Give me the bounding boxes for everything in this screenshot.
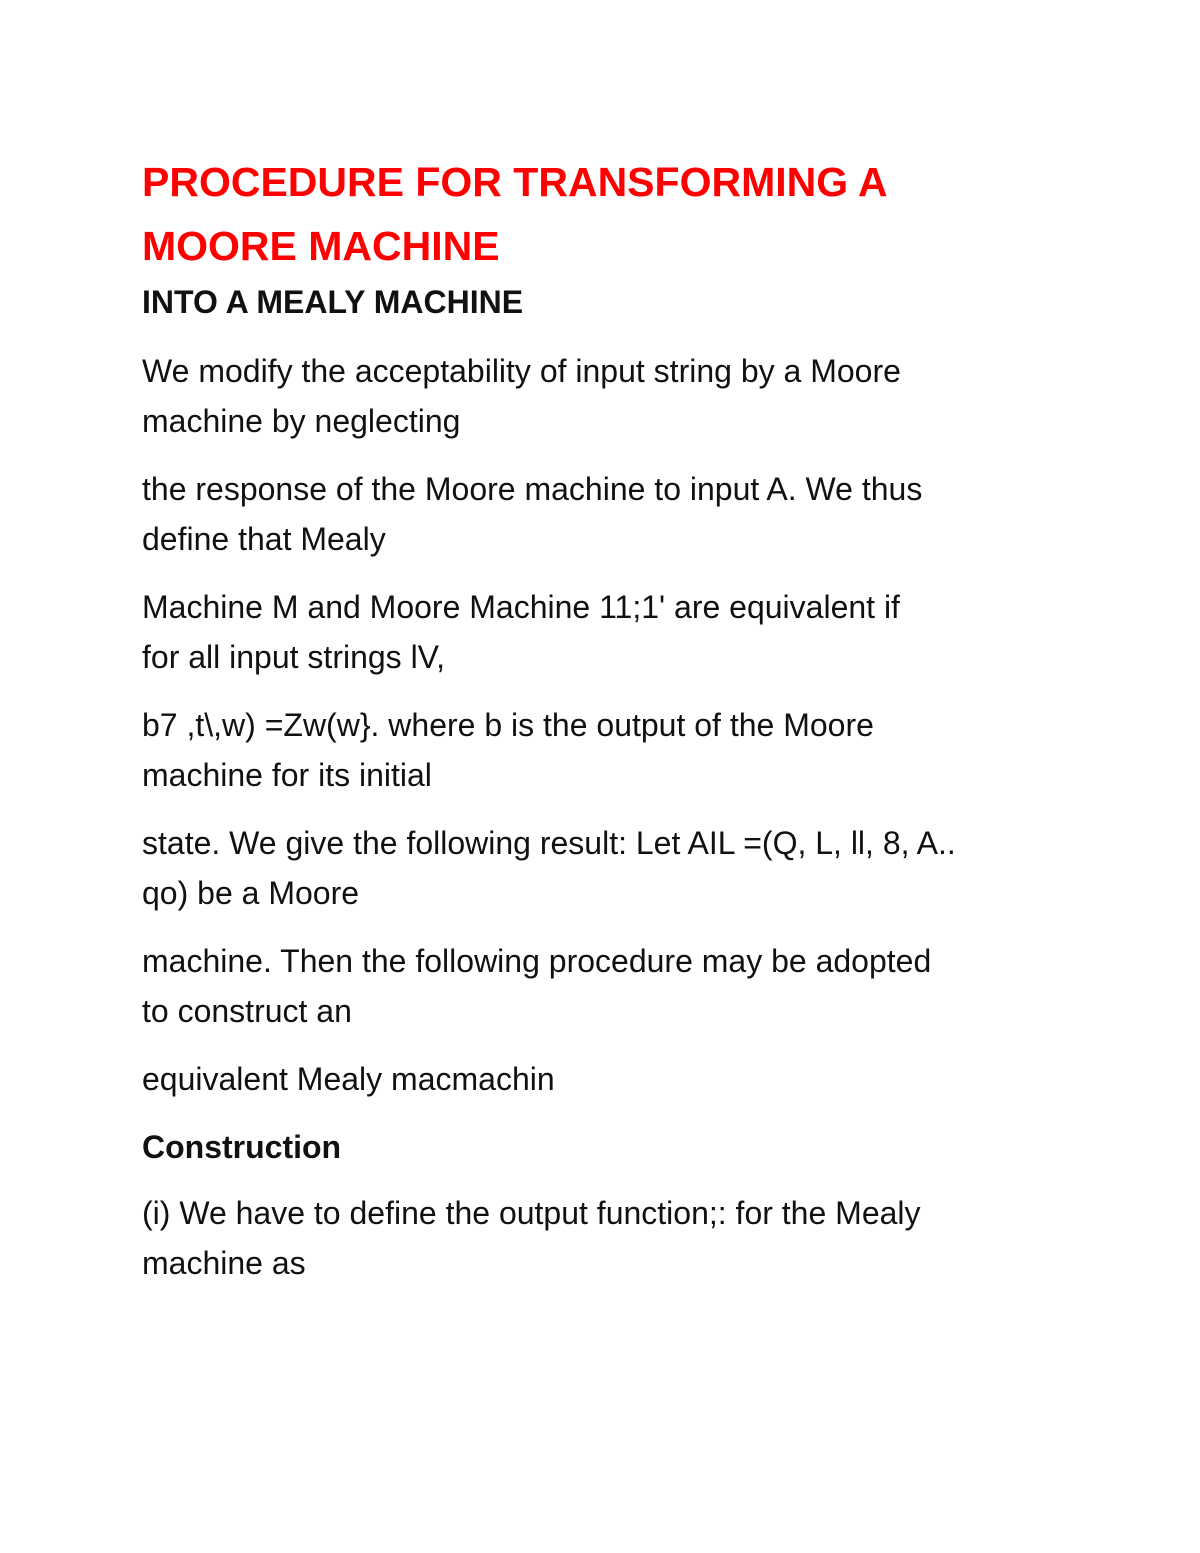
paragraph-2-line-1: the response of the Moore machine to input A. We thus [142, 471, 923, 507]
paragraph-1-line-2: machine by neglecting [142, 403, 461, 439]
construction-line-2: machine as [142, 1245, 306, 1281]
paragraph-3-line-1: Machine M and Moore Machine 11;1' are equivalent if [142, 589, 900, 625]
document-title [142, 150, 1062, 278]
title-line-1: PROCEDURE FOR TRANSFORMING A [142, 159, 888, 205]
paragraph-4-line-2: machine for its initial [142, 757, 432, 793]
paragraph-4-line-1: b7 ,t\,w) =Zw(w}. where b is the output of the Moore [142, 707, 874, 743]
construction-heading: Construction [142, 1129, 342, 1165]
paragraph-1-line-1: We modify the acceptability of input string by a Moore [142, 353, 901, 389]
paragraph-4 [142, 700, 1062, 800]
paragraph-3-line-2: for all input strings lV, [142, 639, 445, 675]
document-subheading: INTO A MEALY MACHINE [142, 284, 524, 320]
construction-line-1: (i) We have to define the output function;: for the Mealy [142, 1195, 921, 1231]
paragraph-6 [142, 936, 1062, 1036]
paragraph-2 [142, 464, 1062, 564]
paragraph-6-line-2: to construct an [142, 993, 352, 1029]
title-line-2: MOORE MACHINE [142, 223, 500, 269]
document-content [142, 150, 1062, 1306]
paragraph-7 [142, 1054, 1062, 1104]
paragraph-5 [142, 818, 1062, 918]
paragraph-3 [142, 582, 1062, 682]
paragraph-6-line-1: machine. Then the following procedure may be adopted [142, 943, 932, 979]
paragraph-2-line-2: define that Mealy [142, 521, 386, 557]
construction-paragraph [142, 1188, 1062, 1288]
paragraph-5-line-1: state. We give the following result: Let AIL =(Q, L, ll, 8, A.. [142, 825, 956, 861]
paragraph-5-line-2: qo) be a Moore [142, 875, 360, 911]
paragraph-7-line-1: equivalent Mealy macmachin [142, 1061, 555, 1097]
paragraph-1 [142, 346, 1062, 446]
